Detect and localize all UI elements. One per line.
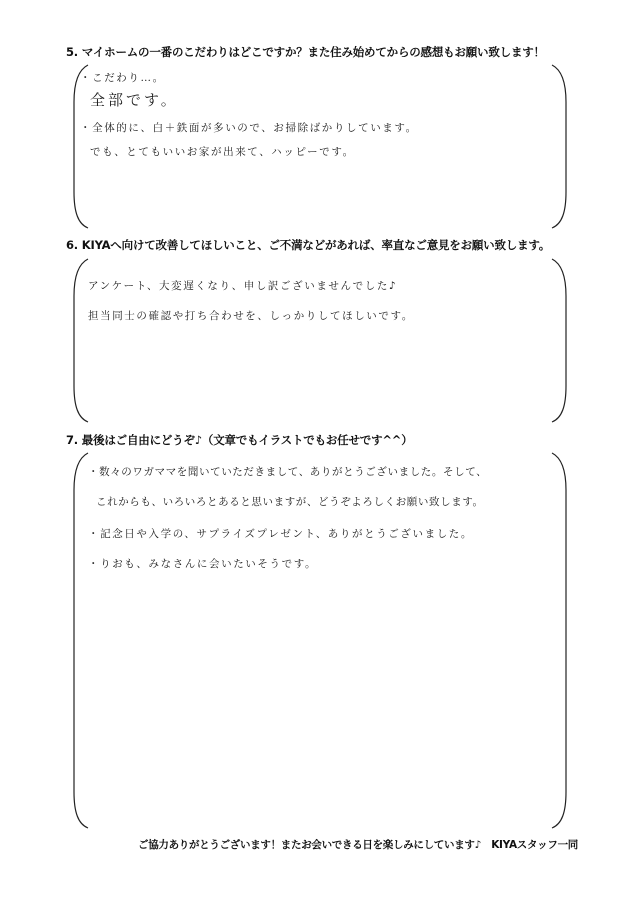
answer-line: これからも、いろいろとあると思いますが、どうぞよろしくお願い致します。 (96, 496, 484, 508)
answer-line: ・りおも、みなさんに会いたいそうです。 (88, 558, 318, 570)
question-6-label: 6. KIYAへ向けて改善してほしいこと、ご不満などがあれば、率直なご意見をお願い致します。 (66, 238, 551, 252)
answer-line: ・こだわり…。 (80, 72, 165, 84)
answer-line: ・数々のワガママを聞いていただきまして、ありがとうございました。そして、 (88, 466, 488, 478)
question-7-answer-box (74, 450, 566, 830)
question-7-label: 7. 最後はご自由にどうぞ♪（文章でもイラストでもお任せです^^） (66, 433, 413, 447)
answer-line: 担当同士の確認や打ち合わせを、しっかりしてほしいです。 (88, 310, 414, 322)
answer-line: ・全体的に、白＋鉄面が多いので、お掃除ばかりしています。 (80, 122, 418, 134)
answer-line: 全部です。 (90, 91, 179, 109)
question-6-answer-box (74, 256, 566, 424)
answer-line: アンケート、大変遅くなり、申し訳ございませんでした♪ (88, 280, 398, 292)
question-5-label: 5. マイホームの一番のこだわりはどこですか？また住み始めてからの感想もお願い致します！ (66, 45, 545, 59)
footer-message: ご協力ありがとうございます！またお会いできる日を楽しみにしています♪ KIYAスタッフ一同 (138, 839, 578, 851)
question-5-answer-box (74, 62, 566, 230)
answer-line: でも、とてもいいお家が出来て、ハッピーです。 (90, 146, 355, 158)
answer-line: ・記念日や入学の、サプライズプレゼント、ありがとうございました。 (88, 528, 473, 540)
